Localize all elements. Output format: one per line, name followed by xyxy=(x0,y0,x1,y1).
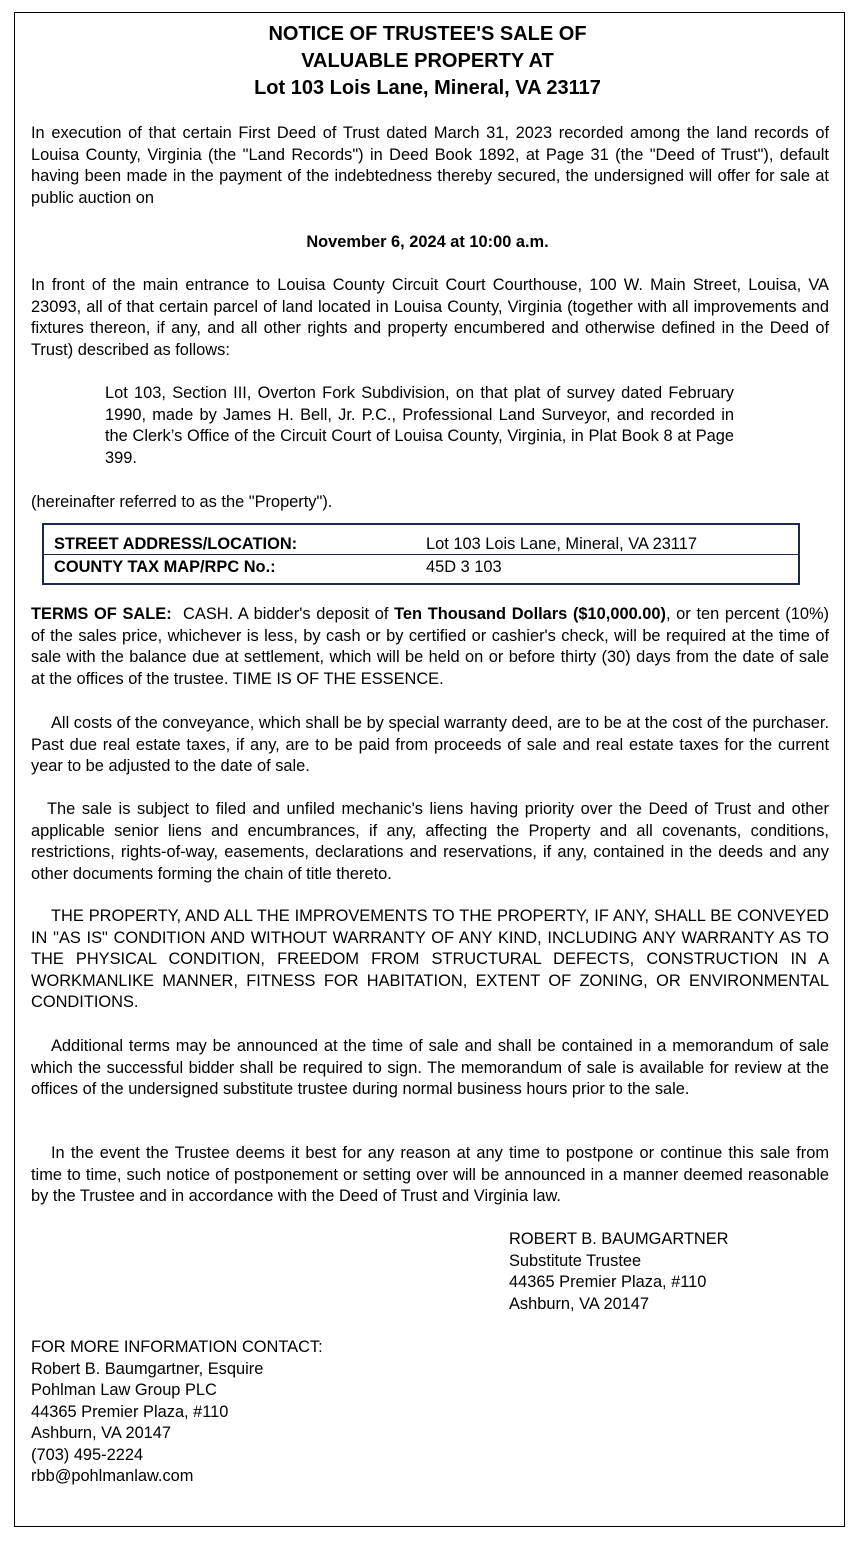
address-label: STREET ADDRESS/LOCATION: xyxy=(54,535,298,553)
contact-heading: FOR MORE INFORMATION CONTACT: xyxy=(31,1338,323,1356)
deposit-amount: Ten Thousand Dollars ($10,000.00) xyxy=(394,605,666,623)
contact-firm: Pohlman Law Group PLC xyxy=(31,1381,217,1399)
signature-address-1: 44365 Premier Plaza, #110 xyxy=(509,1273,707,1291)
signature-role: Substitute Trustee xyxy=(509,1252,642,1270)
contact-address-1: 44365 Premier Plaza, #110 xyxy=(31,1403,229,1421)
contact-email[interactable]: rbb@pohlmanlaw.com xyxy=(31,1467,194,1485)
additional-terms-paragraph: Additional terms may be announced at the time of sale and shall be contained in a memorandum of sale which the successful bidder shall be required to sign. The memorandum of sale is available for review at the offices of the undersigned substitute trustee during normal business hours prior to the sale. xyxy=(31,1037,829,1098)
contact-address-2: Ashburn, VA 20147 xyxy=(31,1424,172,1442)
terms-part-1: CASH. A bidder's deposit of xyxy=(171,605,395,623)
costs-paragraph: All costs of the conveyance, which shall be by special warranty deed, are to be at the cost of the purchaser. Past due real estate taxes, if any, are to be paid from proceeds of sale and real estate taxes for the current year to be adjusted to the date of sale. xyxy=(31,714,829,775)
terms-part-2: , or ten percent (10%) of the sales price, whichever is less, by cash or by certified or cashier's check, will be required at the time of sale with the balance due at settlement, which will be held on or before thirty (30) days from the date of sale at the offices of the trustee. TIME IS OF THE ESSENCE. xyxy=(31,605,829,688)
intro-paragraph: In execution of that certain First Deed of Trust dated March 31, 2023 recorded among the land records of Louisa County, Virginia (the "Land Records") in Deed Book 1892, at Page 31 (the "Deed of Trust"), default having been made in the payment of the indebtedness thereby secured, the undersigned will offer for sale at public auction on xyxy=(31,124,829,207)
postpone-paragraph: In the event the Trustee deems it best for any reason at any time to postpone or continue this sale from time to time, such notice of postponement or setting over will be announced in a manner deemed reasonable by the Trustee and in accordance with the Deed of Trust and Virginia law. xyxy=(31,1144,829,1205)
contact-name: Robert B. Baumgartner, Esquire xyxy=(31,1360,264,1378)
location-paragraph: In front of the main entrance to Louisa County Circuit Court Courthouse, 100 W. Main Street, Louisa, VA 23093, all of that certain parcel of land located in Louisa County, Virginia (together with all improvements and fixtures thereon, if any, and all other rights and property encumbered and otherwise defined in the Deed of Trust) described as follows: xyxy=(31,276,829,359)
legal-description: Lot 103, Section III, Overton Fork Subdivision, on that plat of survey dated February 1990, made by James H. Bell, Jr. P.C., Professional Land Surveyor, and recorded in the Clerk’s Office of the Circuit Court of Louisa County, Virginia, in Plat Book 8 at Page 399. xyxy=(105,384,734,467)
as-is-paragraph: THE PROPERTY, AND ALL THE IMPROVEMENTS TO THE PROPERTY, IF ANY, SHALL BE CONVEYED IN "AS IS" CONDITION AND WITHOUT WARRANTY OF ANY KIND, INCLUDING ANY WARRANTY AS TO THE PHYSICAL CONDITION, FREEDOM FROM STRUCTURAL DEFECTS, CONSTRUCTION IN A WORKMANLIKE MANNER, FITNESS FOR HABITATION, EXTENT OF ZONING, OR ENVIRONMENTAL CONDITIONS. xyxy=(31,907,829,1011)
property-table xyxy=(42,523,800,585)
title-line-2: VALUABLE PROPERTY AT xyxy=(301,50,554,72)
terms-label: TERMS OF SALE: xyxy=(31,605,172,623)
contact-phone: (703) 495-2224 xyxy=(31,1446,144,1464)
title-line-1: NOTICE OF TRUSTEE'S SALE OF xyxy=(268,23,587,45)
terms-paragraph xyxy=(31,604,829,690)
taxmap-value: 45D 3 103 xyxy=(426,558,502,576)
address-row xyxy=(44,525,798,555)
hereinafter-text: (hereinafter referred to as the "Property"). xyxy=(31,493,333,511)
title-line-3: Lot 103 Lois Lane, Mineral, VA 23117 xyxy=(254,77,601,99)
signature-address-2: Ashburn, VA 20147 xyxy=(509,1295,650,1313)
taxmap-row xyxy=(44,555,798,584)
signature-name: ROBERT B. BAUMGARTNER xyxy=(509,1230,729,1248)
sale-date: November 6, 2024 at 10:00 a.m. xyxy=(306,233,549,251)
liens-paragraph: The sale is subject to filed and unfiled mechanic's liens having priority over the Deed of Trust and other applicable senior liens and encumbrances, if any, affecting the Property and all covenants, conditions, restrictions, rights-of-way, easements, declarations and reservations, if any, contained in the deeds and any other documents forming the chain of title thereto. xyxy=(31,800,829,883)
address-value: Lot 103 Lois Lane, Mineral, VA 23117 xyxy=(426,535,697,553)
taxmap-label: COUNTY TAX MAP/RPC No.: xyxy=(54,558,276,576)
